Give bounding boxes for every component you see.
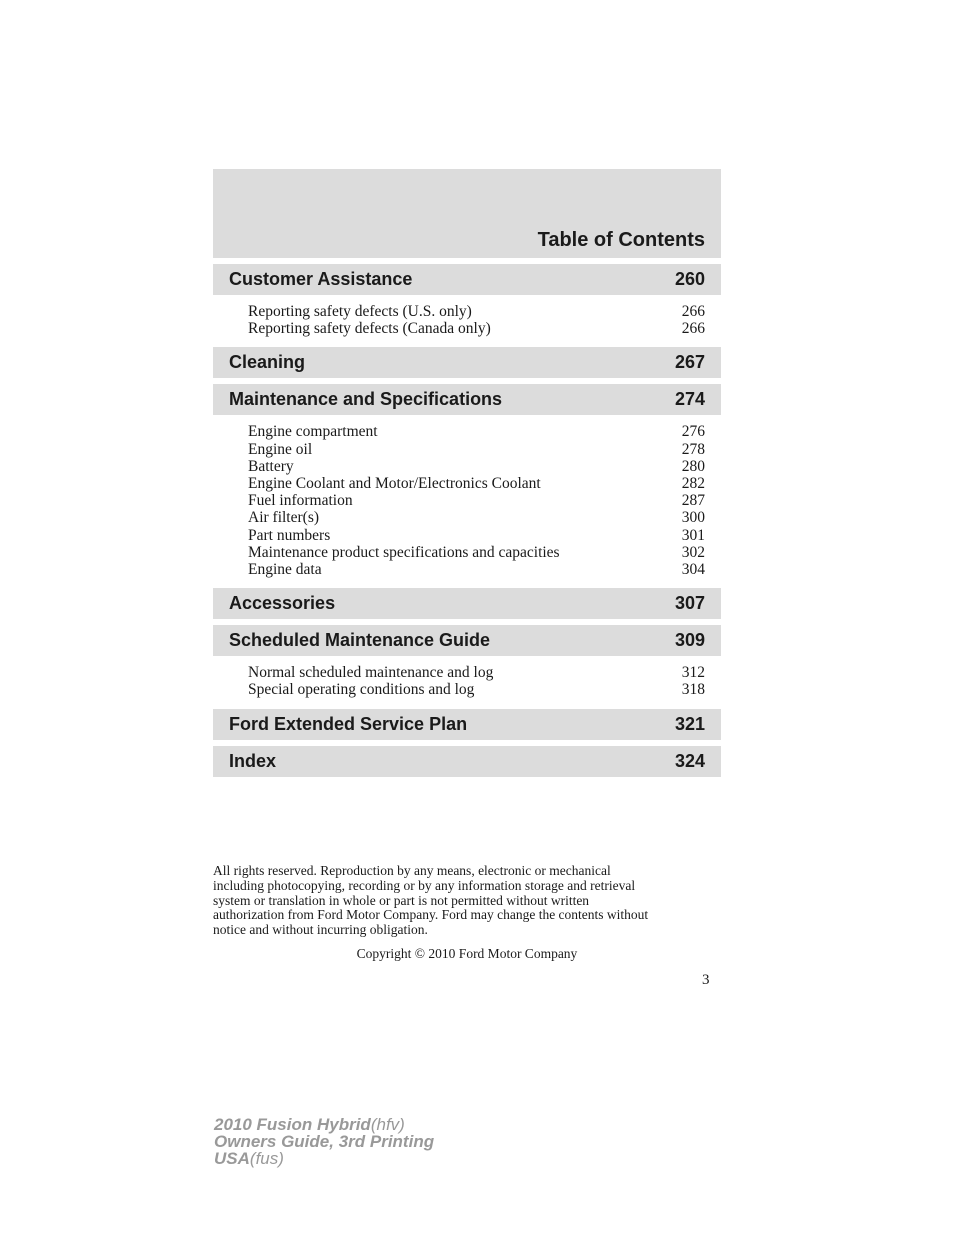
stamp-model-code: (hfv) <box>370 1115 405 1134</box>
toc-subsection-item[interactable] <box>248 458 705 475</box>
toc-section-title: Cleaning <box>229 352 306 373</box>
toc-section[interactable] <box>213 588 721 619</box>
toc-subsection-page: 276 <box>681 423 705 441</box>
stamp-market-code: (fus) <box>249 1149 284 1168</box>
stamp-market: USA <box>214 1149 250 1168</box>
toc-subsection-item[interactable] <box>248 475 705 492</box>
toc-subsection-page: 318 <box>681 681 705 699</box>
rights-line: notice and without incurring obligation. <box>213 922 428 938</box>
rights-line: All rights reserved. Reproduction by any means, electronic or mechanical <box>213 863 611 878</box>
toc-subsection-label: Engine compartment <box>248 423 378 441</box>
toc-subsection-label: Fuel information <box>248 492 353 510</box>
toc-subsection-item[interactable] <box>248 492 705 509</box>
toc-subsection-page: 304 <box>681 561 705 579</box>
toc-section-page: 307 <box>674 593 705 614</box>
toc-subsection-label: Engine Coolant and Motor/Electronics Coolant <box>248 475 541 493</box>
toc-subsection-page: 312 <box>681 664 705 682</box>
toc-section-page: 260 <box>674 269 705 289</box>
toc-subsection-item[interactable] <box>248 509 705 526</box>
print-stamp <box>214 1116 434 1167</box>
page-title: Table of Contents <box>537 229 705 251</box>
toc-section-page: 324 <box>674 750 705 771</box>
toc-section-title: Index <box>229 750 277 771</box>
toc-subsection-page: 302 <box>681 543 705 561</box>
toc-subsection-item[interactable] <box>248 561 705 578</box>
toc-subsection-label: Reporting safety defects (U.S. only) <box>248 303 472 320</box>
stamp-edition: Owners Guide, 3rd Printing <box>214 1132 435 1151</box>
rights-line: including photocopying, recording or by any information storage and retrieval <box>213 877 636 893</box>
toc-section[interactable] <box>213 746 721 777</box>
toc-section[interactable] <box>213 264 721 295</box>
copyright-line: Copyright © 2010 Ford Motor Company <box>356 946 578 961</box>
toc-section-page: 274 <box>674 389 705 410</box>
rights-notice <box>213 864 723 938</box>
toc-subsection-item[interactable] <box>248 320 705 337</box>
toc-subsection-item[interactable] <box>248 527 705 544</box>
table-of-contents <box>213 264 721 783</box>
toc-subsection-page: 266 <box>681 303 705 320</box>
toc-section[interactable] <box>213 384 721 415</box>
toc-subsection-item[interactable] <box>248 544 705 561</box>
toc-subsection-list <box>213 421 721 584</box>
toc-subsection-label: Maintenance product specifications and capacities <box>248 543 560 561</box>
page-number: 3 <box>702 972 710 988</box>
toc-section[interactable] <box>213 709 721 740</box>
toc-subsection-label: Normal scheduled maintenance and log <box>248 664 494 682</box>
toc-section-title: Customer Assistance <box>229 269 413 289</box>
toc-subsection-page: 301 <box>681 526 705 544</box>
toc-subsection-label: Reporting safety defects (Canada only) <box>248 320 491 338</box>
stamp-model: 2010 Fusion Hybrid <box>214 1115 371 1134</box>
toc-section-title: Ford Extended Service Plan <box>229 713 468 734</box>
toc-subsection-label: Air filter(s) <box>248 509 320 527</box>
toc-subsection-item[interactable] <box>248 423 705 440</box>
toc-section[interactable] <box>213 625 721 656</box>
rights-line: system or translation in whole or part is not permitted without written <box>213 892 590 908</box>
toc-subsection-item[interactable] <box>248 303 705 320</box>
toc-subsection-item[interactable] <box>248 441 705 458</box>
toc-subsection-item[interactable] <box>248 681 705 698</box>
toc-section-title: Accessories <box>229 593 336 614</box>
toc-subsection-label: Engine oil <box>248 440 313 458</box>
toc-section-page: 321 <box>674 713 705 734</box>
toc-subsection-label: Part numbers <box>248 526 331 544</box>
toc-subsection-page: 300 <box>681 509 705 527</box>
toc-subsection-label: Special operating conditions and log <box>248 681 475 699</box>
toc-section-page: 309 <box>674 630 705 651</box>
toc-subsection-page: 278 <box>681 440 705 458</box>
toc-subsection-label: Engine data <box>248 561 322 579</box>
toc-subsection-page: 280 <box>681 457 705 475</box>
toc-subsection-page: 266 <box>681 320 705 338</box>
rights-line: authorization from Ford Motor Company. Ford may change the contents without <box>213 907 649 923</box>
toc-section[interactable] <box>213 347 721 378</box>
toc-subsection-page: 282 <box>681 475 705 493</box>
toc-subsection-label: Battery <box>248 457 294 475</box>
toc-subsection-item[interactable] <box>248 664 705 681</box>
toc-section-title: Scheduled Maintenance Guide <box>229 630 491 651</box>
toc-section-page: 267 <box>674 352 705 373</box>
toc-section-title: Maintenance and Specifications <box>229 389 503 410</box>
toc-subsection-list <box>213 301 721 343</box>
toc-subsection-page: 287 <box>681 492 705 510</box>
toc-subsection-list <box>213 662 721 704</box>
header-band <box>213 169 721 258</box>
